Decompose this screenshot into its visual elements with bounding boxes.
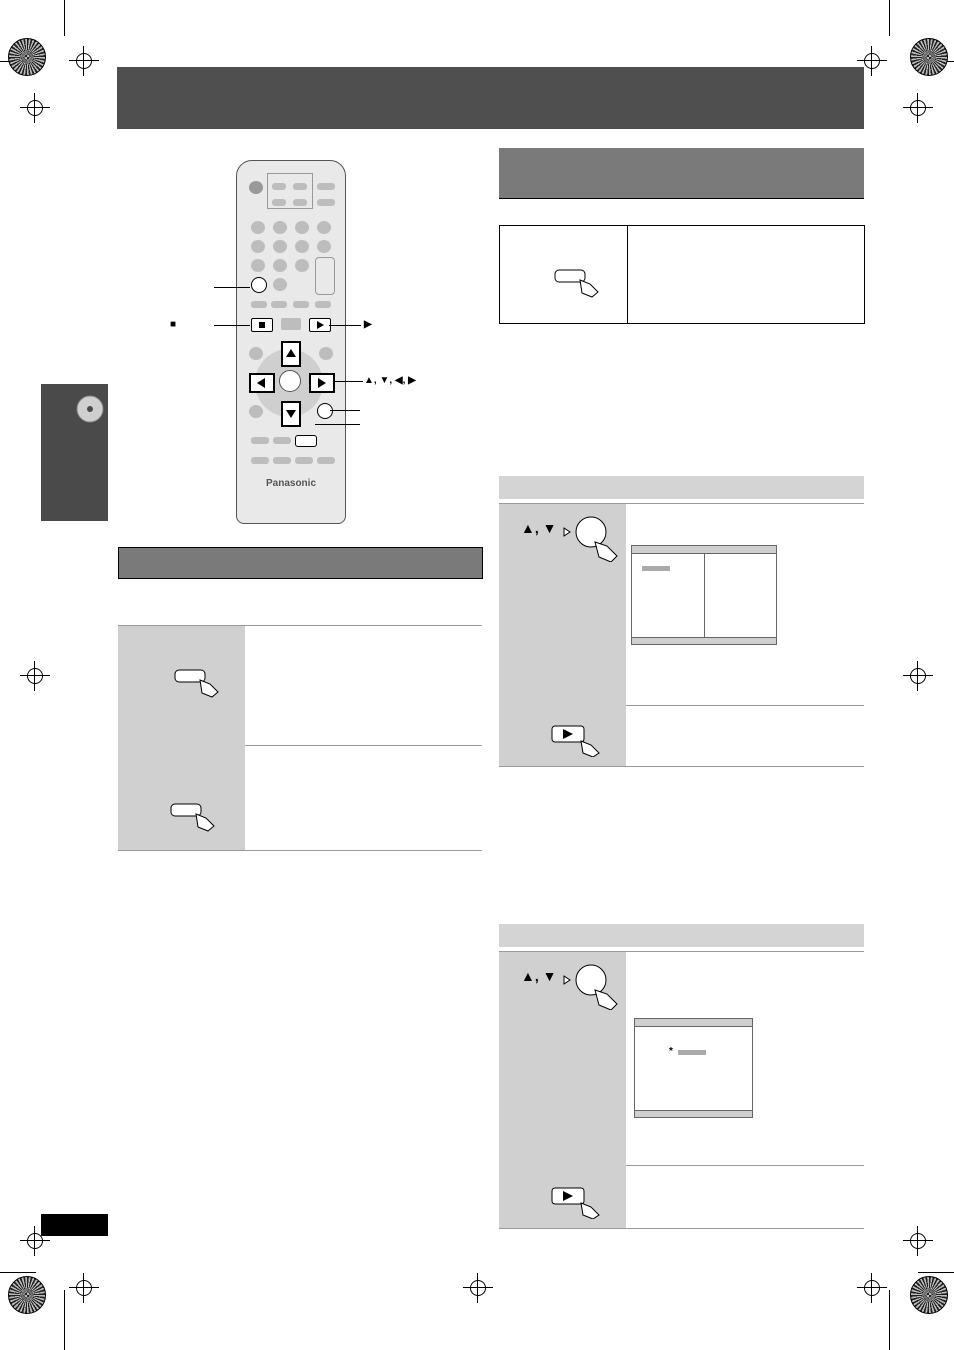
remote-brand-logo: Panasonic xyxy=(265,478,317,489)
hand-press-button-icon xyxy=(174,666,226,698)
arrow-keys-label: ▲, ▼, ◀, ▶ xyxy=(364,375,416,386)
color-wheel-icon xyxy=(910,38,948,76)
stop-icon xyxy=(259,322,265,328)
up-arrow-icon xyxy=(286,349,296,357)
section-title-bar xyxy=(499,148,864,199)
callout-line xyxy=(214,325,250,326)
registration-mark-icon xyxy=(27,668,43,684)
page-number-box xyxy=(41,1214,108,1236)
numeric-button[interactable] xyxy=(317,240,331,253)
screen-status-bar xyxy=(632,637,776,644)
step-row xyxy=(499,951,864,1166)
registration-mark-icon xyxy=(910,100,926,116)
enter-button[interactable] xyxy=(279,370,301,392)
registration-mark-icon xyxy=(910,668,926,684)
play-label: ▶ xyxy=(364,319,372,330)
numeric-button[interactable] xyxy=(273,240,287,253)
registration-mark-icon xyxy=(27,100,43,116)
color-wheel-icon xyxy=(8,38,46,76)
screen-status-bar xyxy=(635,1110,752,1117)
function-button[interactable] xyxy=(273,457,291,464)
side-button[interactable] xyxy=(249,405,263,418)
callout-line xyxy=(329,325,361,326)
function-button[interactable] xyxy=(317,457,335,464)
info-box-divider xyxy=(627,226,628,323)
hand-press-play-icon xyxy=(551,1185,607,1219)
registration-mark-icon xyxy=(76,1280,92,1296)
function-button[interactable] xyxy=(273,437,291,444)
select-arrows-label: ▲, ▼ xyxy=(521,968,557,984)
hand-press-enter-icon xyxy=(561,960,621,1010)
screen-title-bar xyxy=(632,546,776,554)
right-arrow-icon xyxy=(318,378,326,388)
left-arrow-icon xyxy=(257,378,265,388)
step-icon-panel xyxy=(118,745,245,850)
down-arrow-icon xyxy=(286,410,296,418)
play-icon xyxy=(317,321,324,329)
color-wheel-icon xyxy=(910,1276,948,1314)
hand-press-play-icon xyxy=(551,723,607,757)
numeric-button[interactable] xyxy=(295,221,309,234)
color-wheel-icon xyxy=(8,1276,46,1314)
subsection-strip xyxy=(499,924,864,947)
ch-up-button[interactable] xyxy=(272,183,286,190)
highlighted-button[interactable] xyxy=(251,277,267,293)
pause-button[interactable] xyxy=(281,318,301,330)
right-arrow-button[interactable] xyxy=(309,373,335,393)
hand-press-button-icon xyxy=(170,800,222,832)
registration-mark-icon xyxy=(76,53,92,69)
function-button[interactable] xyxy=(251,457,269,464)
selected-item-highlight xyxy=(642,566,670,571)
menu-screen xyxy=(634,1018,753,1118)
page-header-bar xyxy=(117,67,864,129)
registration-mark-icon xyxy=(470,1280,486,1296)
numeric-button[interactable] xyxy=(295,240,309,253)
power-button[interactable] xyxy=(249,181,263,194)
callout-line xyxy=(330,410,360,411)
level-rocker[interactable] xyxy=(315,257,335,295)
stop-button[interactable] xyxy=(251,318,273,332)
vol-down-button[interactable] xyxy=(293,199,307,206)
callout-line xyxy=(214,287,250,288)
up-arrow-button[interactable] xyxy=(281,341,301,367)
left-arrow-button[interactable] xyxy=(249,373,275,393)
hand-press-enter-icon xyxy=(561,512,621,562)
screen-divider xyxy=(704,554,705,638)
current-setting-marker: * xyxy=(669,1046,673,1057)
numeric-button[interactable] xyxy=(273,221,287,234)
menu-screen xyxy=(631,545,777,645)
step-row xyxy=(499,705,864,767)
select-arrows-label: ▲, ▼ xyxy=(521,520,557,536)
section-title-bar xyxy=(118,547,483,579)
callout-line xyxy=(315,424,360,425)
numeric-button[interactable] xyxy=(317,221,331,234)
step-row xyxy=(118,625,482,746)
numeric-button[interactable] xyxy=(251,240,265,253)
step-row xyxy=(499,1165,864,1229)
fast-forward-button[interactable] xyxy=(315,301,331,308)
function-button[interactable] xyxy=(251,437,269,444)
numeric-button[interactable] xyxy=(273,259,287,272)
function-button[interactable] xyxy=(295,457,313,464)
selected-item-highlight xyxy=(678,1050,706,1055)
step-row xyxy=(118,745,482,851)
chapter-side-tab xyxy=(41,384,108,521)
remote-control xyxy=(236,160,346,524)
numeric-button[interactable] xyxy=(295,259,309,272)
registration-mark-icon xyxy=(910,1233,926,1249)
highlighted-button[interactable] xyxy=(317,403,333,419)
numeric-button[interactable] xyxy=(251,259,265,272)
numeric-button[interactable] xyxy=(273,278,287,291)
play-button[interactable] xyxy=(309,318,331,332)
registration-mark-icon xyxy=(864,1280,880,1296)
down-arrow-button[interactable] xyxy=(281,401,301,427)
step-row xyxy=(499,503,864,706)
hand-press-button-icon xyxy=(554,266,606,298)
stop-label: ■ xyxy=(170,319,177,330)
highlighted-button[interactable] xyxy=(295,435,317,447)
callout-line xyxy=(335,381,363,382)
skip-forward-button[interactable] xyxy=(271,301,287,308)
subsection-strip xyxy=(499,476,864,499)
rewind-button[interactable] xyxy=(293,301,309,308)
registration-mark-icon xyxy=(864,53,880,69)
disc-icon xyxy=(75,394,105,424)
side-button[interactable] xyxy=(249,347,263,360)
numeric-button[interactable] xyxy=(251,221,265,234)
info-box xyxy=(499,225,865,324)
side-button[interactable] xyxy=(319,347,333,360)
skip-back-button[interactable] xyxy=(251,301,267,308)
function-button[interactable] xyxy=(317,183,335,190)
ch-down-button[interactable] xyxy=(272,199,286,206)
vol-up-button[interactable] xyxy=(293,183,307,190)
screen-title-bar xyxy=(635,1019,752,1027)
function-button[interactable] xyxy=(317,199,335,206)
